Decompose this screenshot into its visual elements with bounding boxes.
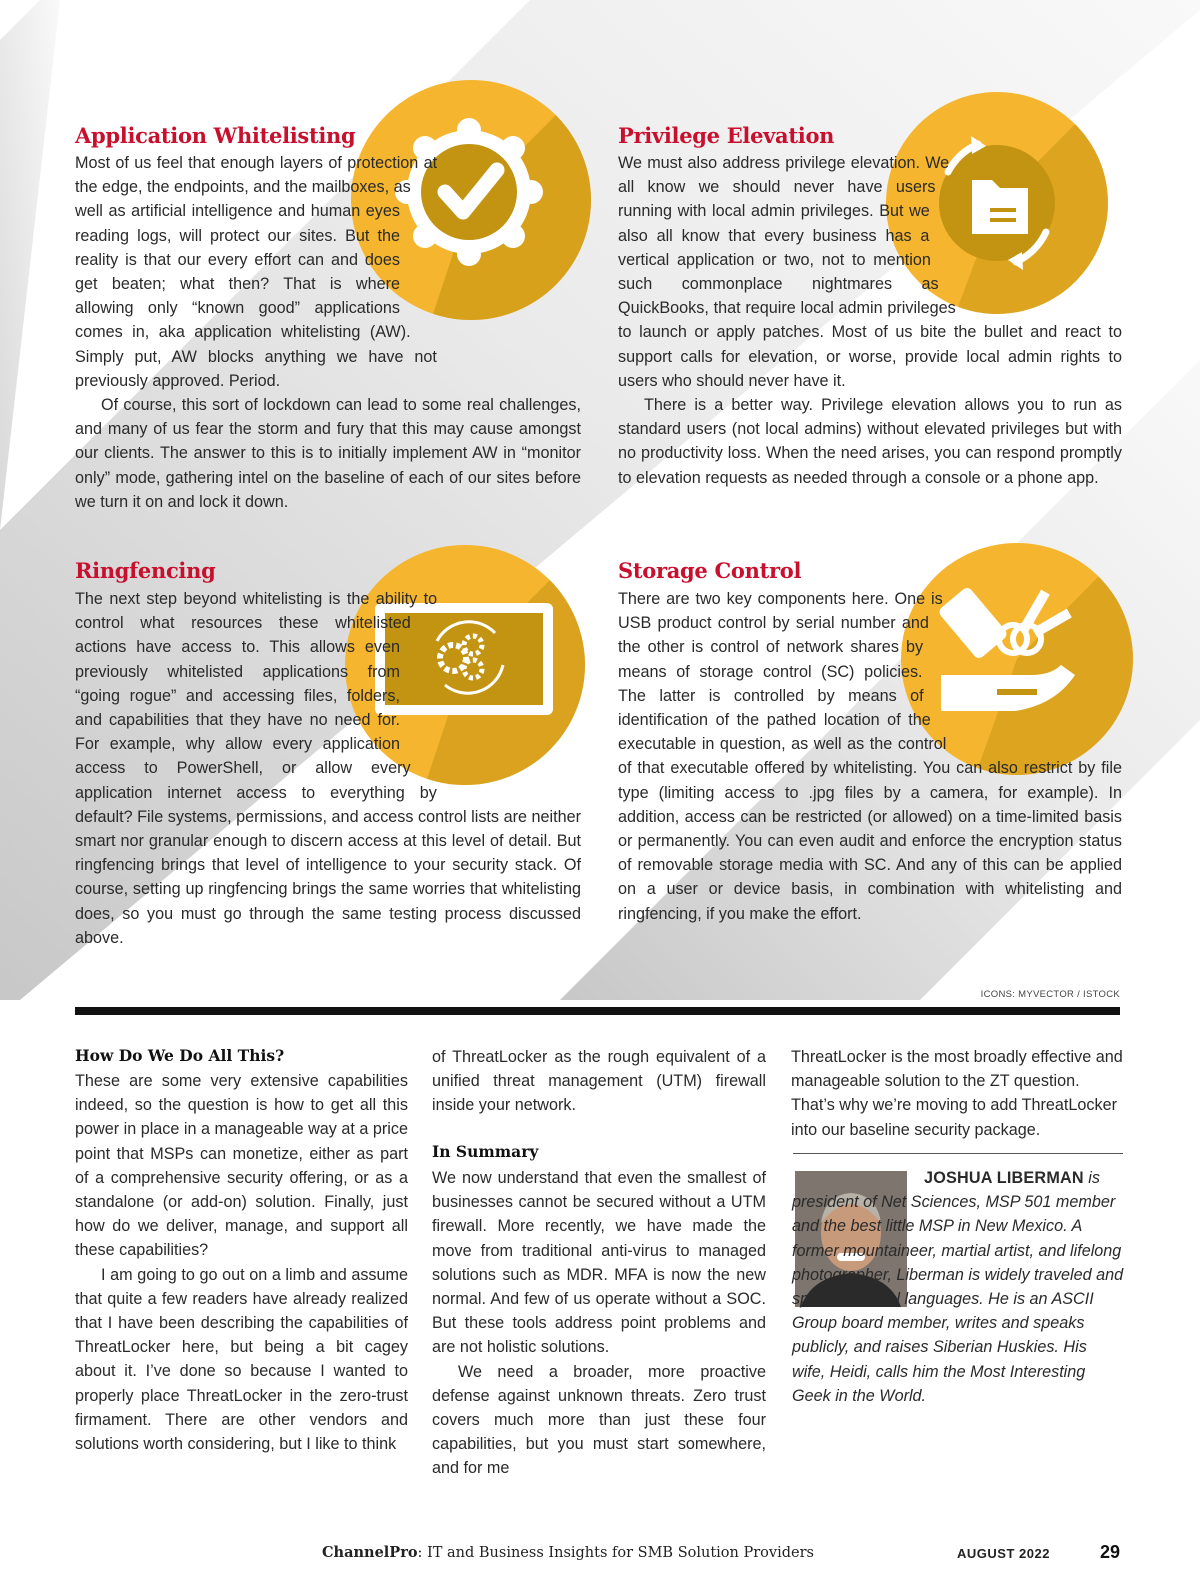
whitelisting-p2: Of course, this sort of lockdown can lead to some real challenges, and many of us fear the storm and fury that this may cause amongst our clients. The answer to this is to initially implement AW in “monitor only” mode, gathering intel on the baseline of each of our sites before we turn it on and lock it down. — [75, 396, 581, 511]
section-title-privilege: Privilege Elevation — [618, 123, 835, 148]
summary-title: In Summary — [432, 1142, 539, 1161]
float-ringfencing — [400, 579, 626, 805]
ringfencing-p1: The next step beyond whitelisting is the ability to control what resources these whitelisted actions have access to. This allows even previously whitelisted applications from “going rogue” and accessing files, folders, and capabilities that they have no need for. For example, why allow every application access to PowerShell, or allow every application internet access to everything by default? File systems, permissions, and access control lists are neither smart nor granular enough to discern access at this level of detail. But ringfencing brings that level of intelligence to your security stack. Of course, setting up ringfencing brings the same worries that whitelisting does, so you must go through the same testing process discussed above. — [75, 590, 581, 947]
section-divider — [75, 1007, 1120, 1015]
storage-body — [618, 587, 1122, 926]
howto-body — [75, 1069, 408, 1456]
section-title-whitelisting: Application Whitelisting — [75, 123, 356, 148]
privilege-p2: There is a better way. Privilege elevation allows you to run as standard users (not local admins) without elevated privileges but with no productivity loss. When the need arises, you can respond promptly to elevation requests as needed through a console or a phone app. — [618, 396, 1122, 487]
float-whitelisting — [400, 143, 626, 369]
howto-title: How Do We Do All This? — [75, 1046, 285, 1065]
summary-p1: We now understand that even the smallest of businesses cannot be secured without a UTM firewall. More recently, we have made the move from traditional anti-virus to managed solutions such as MDR. MFA is now the new normal. And few of us operate without a SOC. But these tools address point problems and are not holistic solutions. — [432, 1169, 766, 1357]
howto-continued — [432, 1045, 766, 1118]
howto-p2: I am going to go out on a limb and assume that quite a few readers have already realized that I have been describing the capabilities of ThreatLocker here, but being a bit cagey about it. I’ve done so because I wanted to properly place ThreatLocker in the zero-trust firmament. There are other vendors and solutions worth considering, but I like to think — [75, 1265, 408, 1454]
icon-credit: ICONS: MYVECTOR / ISTOCK — [980, 989, 1120, 1000]
summary-continued — [791, 1045, 1123, 1142]
storage-p1: There are two key components here. One is USB product control by serial number and the other is control of network shares by means of storage control (SC) policies. The latter is controlled by means of identification of the pathed location of the executable in question, as well as the control of that executable offered by whitelisting. You can also restrict by file type (limiting access to .jpg files by a camera, for example). In addition, access can be restricted (or allowed) on a time-limited basis or permanently. You can even audit and enforce the encryption status of removable storage media with SC. And any of this can be applied on a user or device basis, in combination with whitelisting and ringfencing, if you make the effort. — [618, 590, 1122, 923]
ringfencing-body — [75, 587, 581, 950]
publication-name: ChannelPro — [322, 1544, 418, 1561]
footer-publication — [322, 1544, 814, 1561]
summary-p2: We need a broader, more proactive defense against unknown threats. Zero trust covers much more than just these four capabilities, but you must start somewhere, and for me — [432, 1362, 766, 1478]
privilege-body — [618, 151, 1122, 490]
float-storage — [912, 532, 1132, 752]
section-title-storage: Storage Control — [618, 558, 802, 583]
author-bio-text: is president of Net Sciences, MSP 501 member and the best little MSP in New Mexico. A former mountaineer, martial artist, and lifelong photographer, Liberman is widely traveled and speaks several languages. He is an ASCII Group board member, writes and speaks publicly, and raises Siberian Huskies. His wife, Heidi, calls him the Most Interesting Geek in the World. — [792, 1169, 1124, 1405]
summary-body — [432, 1166, 766, 1481]
author-bio — [792, 1166, 1124, 1408]
page-number: 29 — [1100, 1542, 1121, 1562]
privilege-p1: We must also address privilege elevation. We all know we should never have users running with local admin privileges. But we also all know that every business has a vertical application or two, not to mention such commonplace nightmares as QuickBooks, that require local admin privileges to launch or apply patches. Most of us bite the bullet and react to support calls for elevation, or worse, provide local admin rights to users who should never have it. — [618, 154, 1122, 390]
howto-p1: These are some very extensive capabilities indeed, so the question is how to get all this power in place in a manageable way at a price point that MSPs can monetize, either as part of a comprehensive security offering, or as a standalone (or add-on) solution. Finally, just how do we deliver, manage, and support all these capabilities? — [75, 1072, 408, 1260]
section-title-ringfencing: Ringfencing — [75, 558, 216, 583]
float-privilege — [920, 101, 1132, 313]
footer-date: AUGUST 2022 — [957, 1546, 1050, 1561]
whitelisting-body — [75, 151, 581, 514]
summary-p3: ThreatLocker is the most broadly effective and manageable solution to the ZT question. That’s why we’re moving to add ThreatLocker into our baseline security package. — [791, 1048, 1123, 1139]
bio-divider — [793, 1153, 1123, 1154]
publication-tagline: : IT and Business Insights for SMB Solution Providers — [417, 1545, 814, 1561]
author-name: JOSHUA LIBERMAN — [924, 1169, 1084, 1187]
whitelisting-p1: Most of us feel that enough layers of protection at the edge, the endpoints, and the mailboxes, as well as artificial intelligence and human eyes reading logs, will protect our sites. But the reality is that our every effort can and does get beaten; what then? That is where allowing only “known good” applications comes in, aka application whitelisting (AW). Simply put, AW blocks anything we have not previously approved. Period. — [75, 154, 438, 390]
howto-p3: of ThreatLocker as the rough equivalent of a unified threat management (UTM) firewall inside your network. — [432, 1048, 766, 1115]
